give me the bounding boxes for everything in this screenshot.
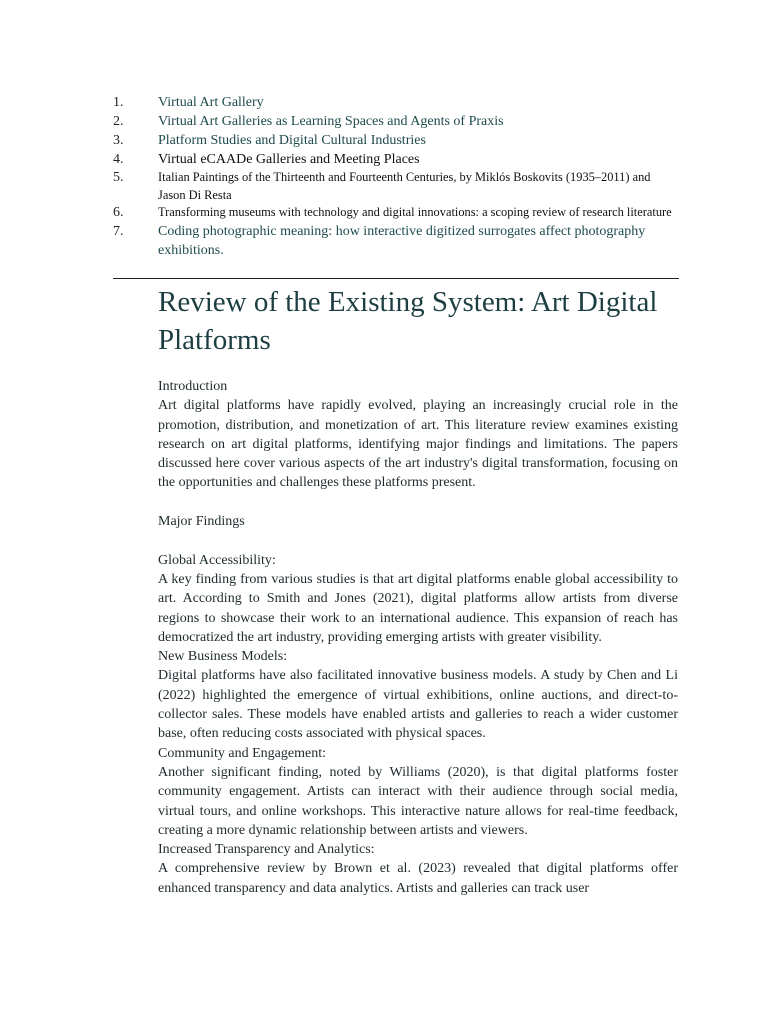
paragraph-business-models: Digital platforms have also facilitated innovative business models. A study by Chen and Li (2022) highlighted the emergence of virtual exhibitions, online auctions, and direct-to-collector sales. These models have enabled artists and galleries to reach a wider customer base, often reducing costs associated with physical spaces.: [158, 668, 678, 742]
reference-item-7: [113, 222, 679, 260]
reference-number: 4.: [113, 152, 124, 167]
paragraph-transparency: A comprehensive review by Brown et al. (2023) revealed that digital platforms offer enhanced transparency and data analytics. Artists and galleries can track user: [158, 861, 678, 896]
section-label-global-accessibility: Global Accessibility:: [158, 552, 276, 568]
reference-link[interactable]: Coding photographic meaning: how interactive digitized surrogates affect photography exhibitions.: [158, 223, 646, 258]
spacer: [158, 531, 678, 550]
section-label-business-models: New Business Models:: [158, 649, 288, 665]
section-label-major-findings: Major Findings: [158, 514, 245, 530]
page-title: Review of the Existing System: Art Digital Platforms: [158, 286, 658, 356]
body-content: [158, 377, 678, 898]
paragraph-community: Another significant finding, noted by Williams (2020), is that digital platforms foster community engagement. Artists can interact with their audience through social media, virtual tours, and online workshops. This interactive nature allows for real-time feedback, creating a more dynamic relationship between artists and viewers.: [158, 764, 678, 838]
reference-number: 5.: [113, 170, 124, 185]
reference-link[interactable]: Virtual Art Galleries as Learning Spaces and Agents of Praxis: [158, 114, 504, 129]
reference-item-6: [113, 204, 679, 222]
section-divider: [113, 278, 679, 279]
section-label-transparency: Increased Transparency and Analytics:: [158, 842, 375, 858]
reference-text: Italian Paintings of the Thirteenth and Fourteenth Centuries, by Miklós Boskovits (1935–2011) and Jason Di Resta: [158, 170, 651, 202]
reference-item-5: [113, 169, 679, 204]
reference-text: Virtual eCAADe Galleries and Meeting Places: [158, 152, 420, 167]
reference-item-3: [113, 131, 679, 150]
reference-link[interactable]: Virtual Art Gallery: [158, 95, 264, 110]
reference-item-2: [113, 112, 679, 131]
reference-item-4: [113, 150, 679, 169]
reference-number: 6.: [113, 205, 124, 220]
reference-number: 2.: [113, 114, 124, 129]
reference-number: 3.: [113, 133, 124, 148]
reference-item-1: [113, 93, 679, 112]
reference-text: Transforming museums with technology and digital innovations: a scoping review of research literature: [158, 205, 672, 219]
section-label-introduction: Introduction: [158, 379, 228, 394]
reference-list: [113, 93, 679, 260]
reference-link[interactable]: Platform Studies and Digital Cultural Industries: [158, 133, 426, 148]
paragraph-introduction: Art digital platforms have rapidly evolved, playing an increasingly crucial role in the promotion, distribution, and monetization of art. This literature review examines existing research on art digital platforms, identifying major findings and limitations. The papers discussed here cover various aspects of the art industry's digital transformation, focusing on the opportunities and challenges these platforms present.: [158, 398, 678, 491]
section-label-community: Community and Engagement:: [158, 745, 326, 761]
reference-number: 7.: [113, 223, 124, 239]
reference-number: 1.: [113, 95, 124, 110]
spacer: [158, 493, 678, 512]
paragraph-global-accessibility: A key finding from various studies is that art digital platforms enable global accessibility to art. According to Smith and Jones (2021), digital platforms allow artists from diverse regions to showcase their work to an international audience. This expansion of reach has democratized the art industry, providing emerging artists with greater visibility.: [158, 571, 678, 645]
